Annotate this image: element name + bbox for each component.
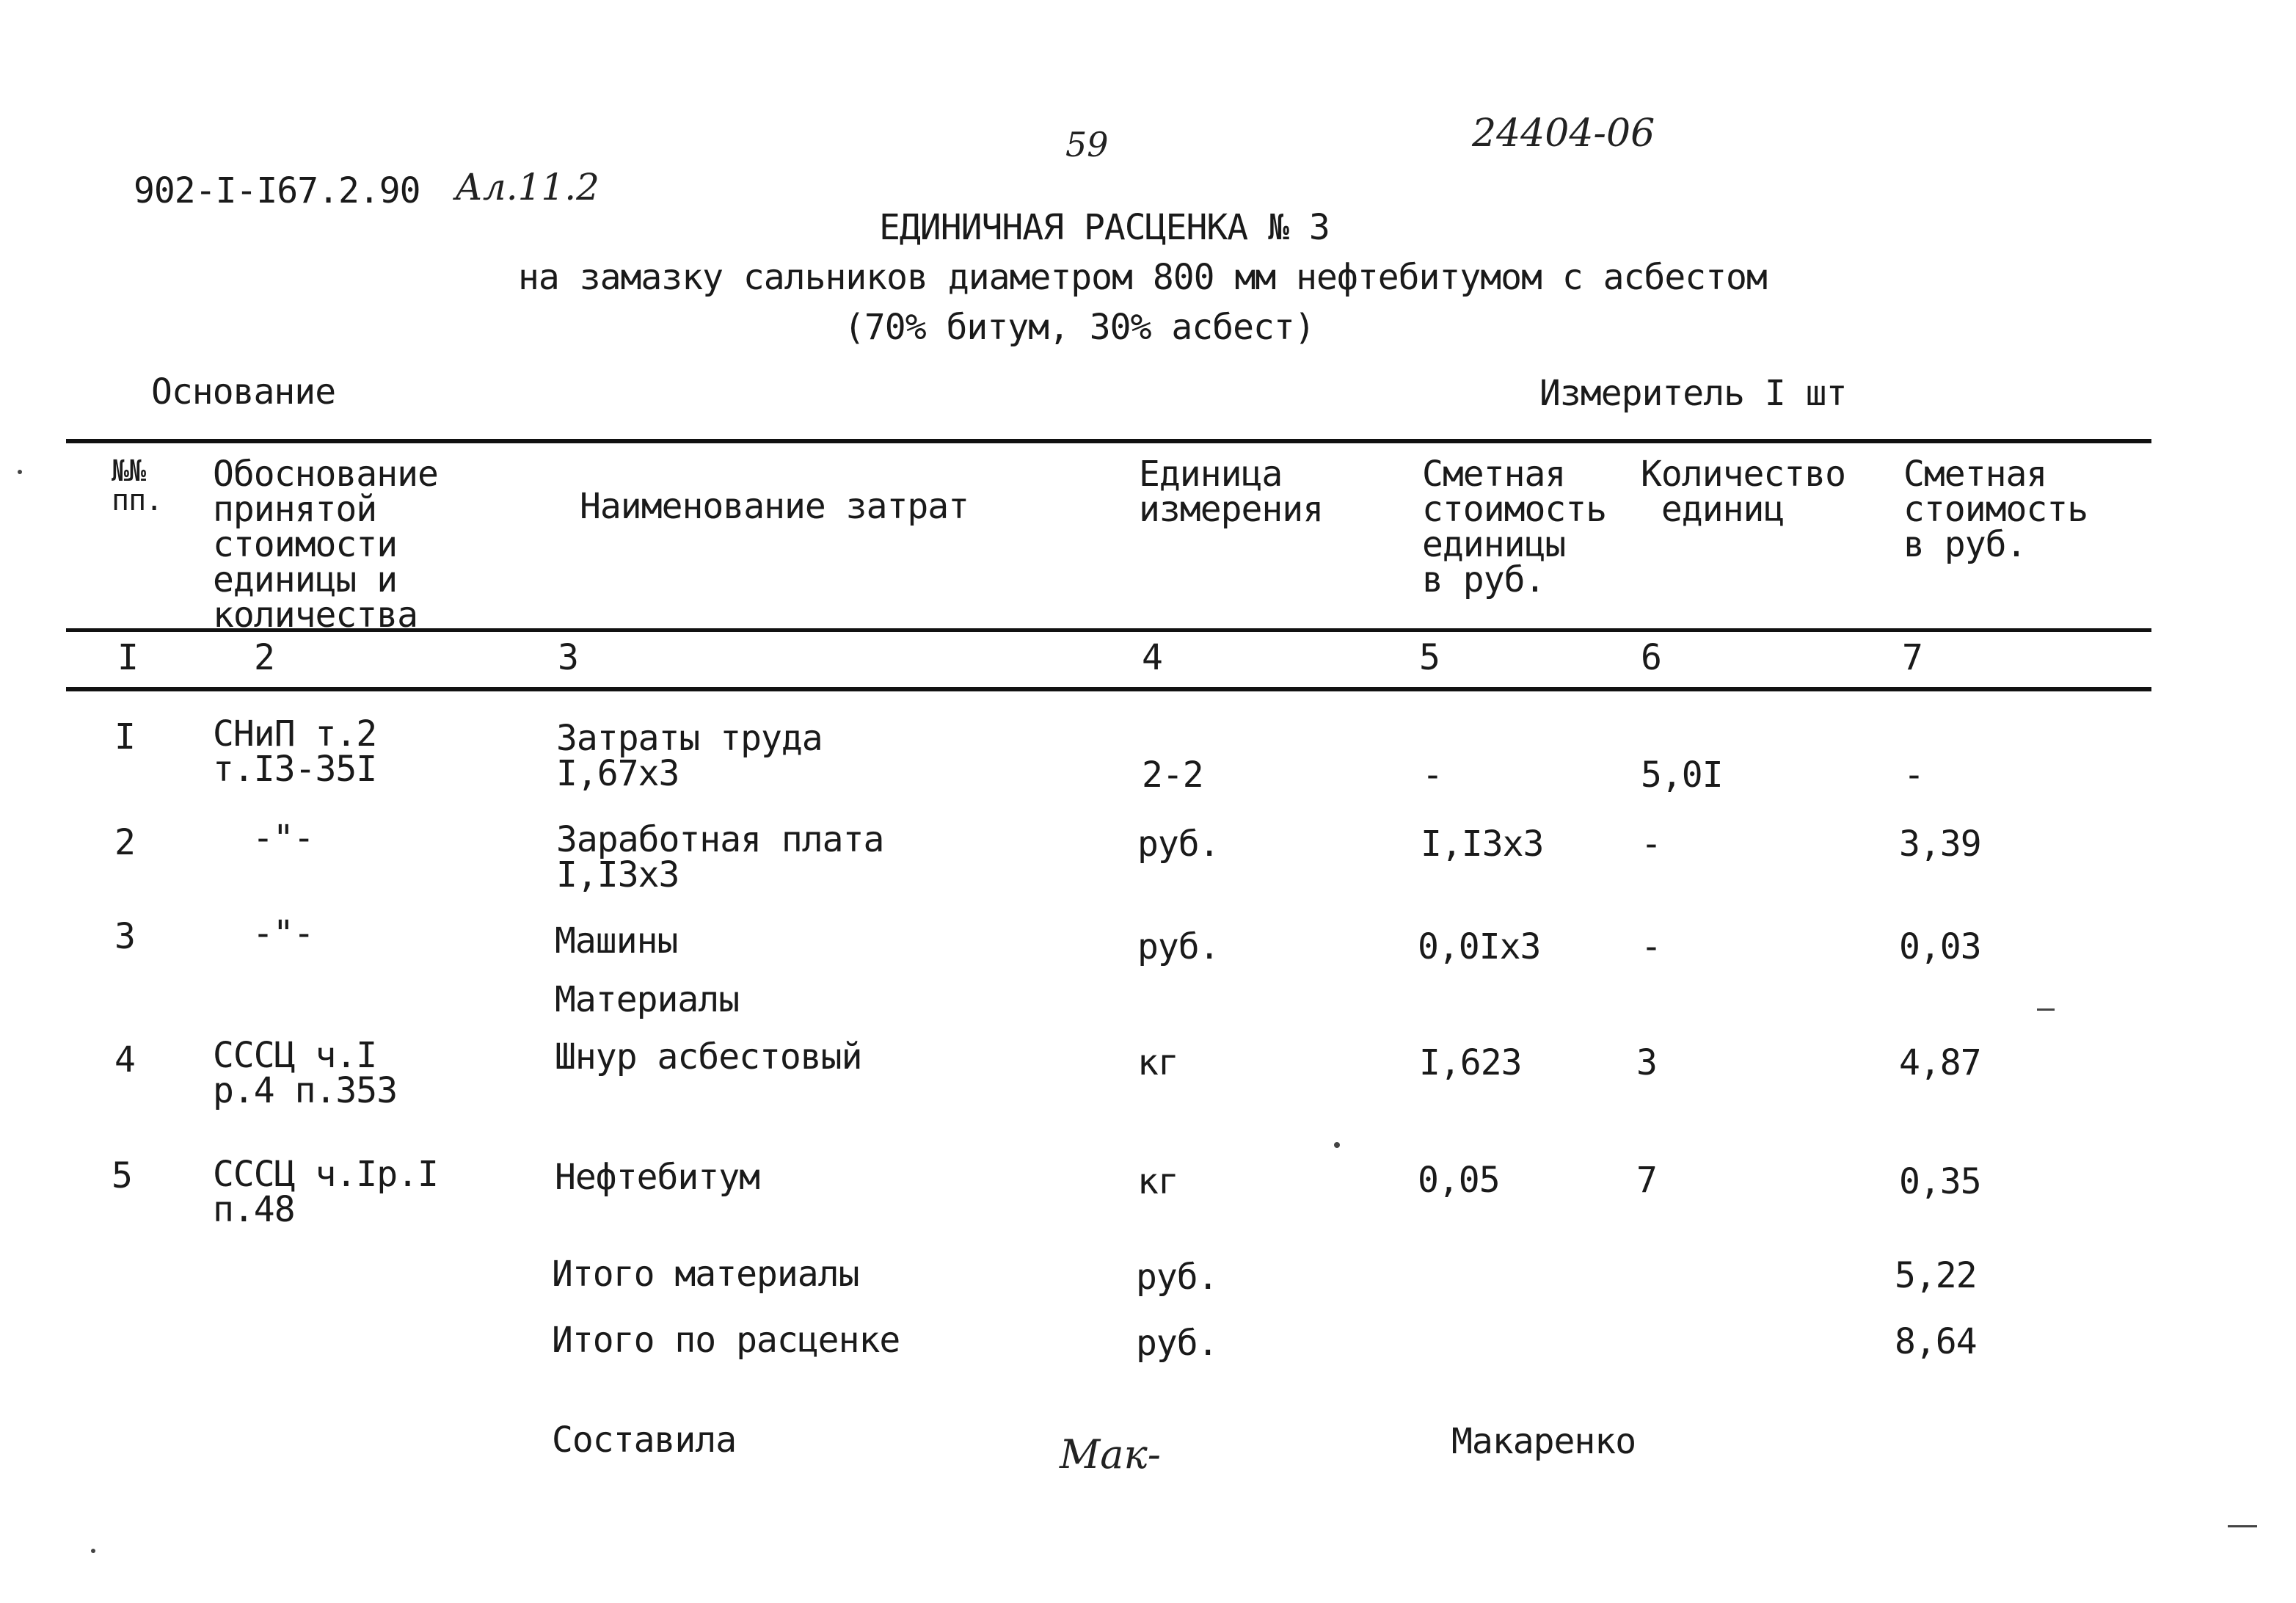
scan-speck (18, 470, 22, 474)
row-number: 2 (114, 822, 135, 863)
row-unit-cost: I,623 (1419, 1042, 1522, 1083)
scan-speck (1334, 1142, 1340, 1148)
row-unit: 2-2 (1142, 755, 1203, 796)
row-number: 4 (114, 1039, 135, 1080)
row-unit: руб. (1136, 1257, 1218, 1298)
row-cost-name: Затраты труда I,67х3 (556, 718, 823, 794)
row-unit-cost: 0,05 (1418, 1160, 1500, 1201)
row-cost-name: Шнур асбестовый (555, 1036, 862, 1077)
row-cost-name: Нефтебитум (555, 1157, 759, 1198)
column-number: 6 (1641, 637, 1661, 678)
row-quantity: 3 (1636, 1042, 1657, 1083)
row-basis: -"- (252, 818, 314, 859)
row-unit: кг (1137, 1161, 1178, 1202)
page-number-handwritten: 59 (1065, 125, 1109, 164)
column-number: 5 (1419, 637, 1440, 678)
header-unit: Единица измерения (1139, 454, 1324, 530)
header-total-cost: Сметная стоимость в руб. (1903, 454, 2088, 565)
row-unit-cost: - (1422, 755, 1443, 796)
row-unit: руб. (1136, 1323, 1218, 1364)
row-unit: руб. (1137, 926, 1220, 967)
scan-speck (2037, 1008, 2055, 1011)
column-number: I (117, 637, 138, 678)
row-number: 3 (114, 916, 135, 957)
album-mark-handwritten: Ал.11.2 (455, 166, 599, 208)
row-quantity: 7 (1636, 1160, 1657, 1201)
row-unit: кг (1137, 1042, 1178, 1083)
row-basis: СНиП т.2 т.I3-35I (213, 713, 377, 790)
header-basis: Обоснование принятой стоимости единицы и количества (213, 454, 438, 636)
header-cost-name: Наименование затрат (580, 486, 969, 527)
column-number: 7 (1902, 637, 1923, 678)
row-total: 4,87 (1899, 1042, 1981, 1083)
title-line-1: ЕДИНИЧНАЯ РАСЦЕНКА № 3 (879, 207, 1330, 248)
header-unit-cost: Сметная стоимость единицы в руб. (1422, 454, 1607, 600)
section-label-materials: Материалы (555, 979, 740, 1020)
row-basis: СССЦ ч.I р.4 п.353 (213, 1035, 398, 1111)
row-total: - (1903, 755, 1924, 796)
subtotal-materials-label: Итого материалы (552, 1254, 859, 1295)
inventory-number-handwritten: 24404-06 (1472, 112, 1655, 156)
measure-label: Измеритель I шт (1539, 373, 1847, 414)
row-basis: -"- (252, 913, 314, 954)
row-number: I (114, 716, 135, 757)
row-total: 0,03 (1899, 926, 1981, 967)
header-quantity: Количество единиц (1641, 454, 1845, 530)
row-total: 3,39 (1899, 824, 1981, 865)
row-basis: СССЦ ч.Iр.I п.48 (213, 1154, 438, 1230)
title-line-2: на замазку сальников диаметром 800 мм нефтебитумом с асбестом (518, 257, 1767, 298)
scan-speck (2228, 1525, 2257, 1527)
basis-label: Основание (151, 371, 336, 412)
compiler-name: Макаренко (1451, 1421, 1636, 1462)
total-rate-label: Итого по расценке (552, 1320, 900, 1361)
column-number: 4 (1142, 637, 1162, 678)
scan-speck (91, 1549, 95, 1553)
row-total: 8,64 (1895, 1321, 1977, 1362)
row-total: 5,22 (1895, 1255, 1977, 1296)
title-line-3: (70% битум, 30% асбест) (844, 307, 1315, 348)
row-quantity: - (1641, 926, 1661, 967)
row-number: 5 (112, 1155, 132, 1196)
column-numbers-rule (66, 687, 2151, 691)
doc-code: 902-I-I67.2.90 (134, 170, 420, 211)
row-unit-cost: I,I3х3 (1421, 824, 1544, 865)
row-cost-name: Машины (555, 920, 678, 962)
compiled-by-label: Составила (552, 1420, 737, 1461)
row-total: 0,35 (1899, 1161, 1981, 1202)
header-num: №№ пп. (112, 454, 163, 517)
signature: Мак- (1060, 1431, 1161, 1477)
column-number: 2 (254, 637, 274, 678)
row-quantity: - (1641, 824, 1661, 865)
row-unit-cost: 0,0Iх3 (1418, 926, 1541, 967)
row-cost-name: Заработная плата I,I3х3 (556, 819, 884, 895)
table-top-rule (66, 439, 2151, 443)
column-number: 3 (558, 637, 578, 678)
row-quantity: 5,0I (1641, 755, 1723, 796)
row-unit: руб. (1137, 824, 1220, 865)
